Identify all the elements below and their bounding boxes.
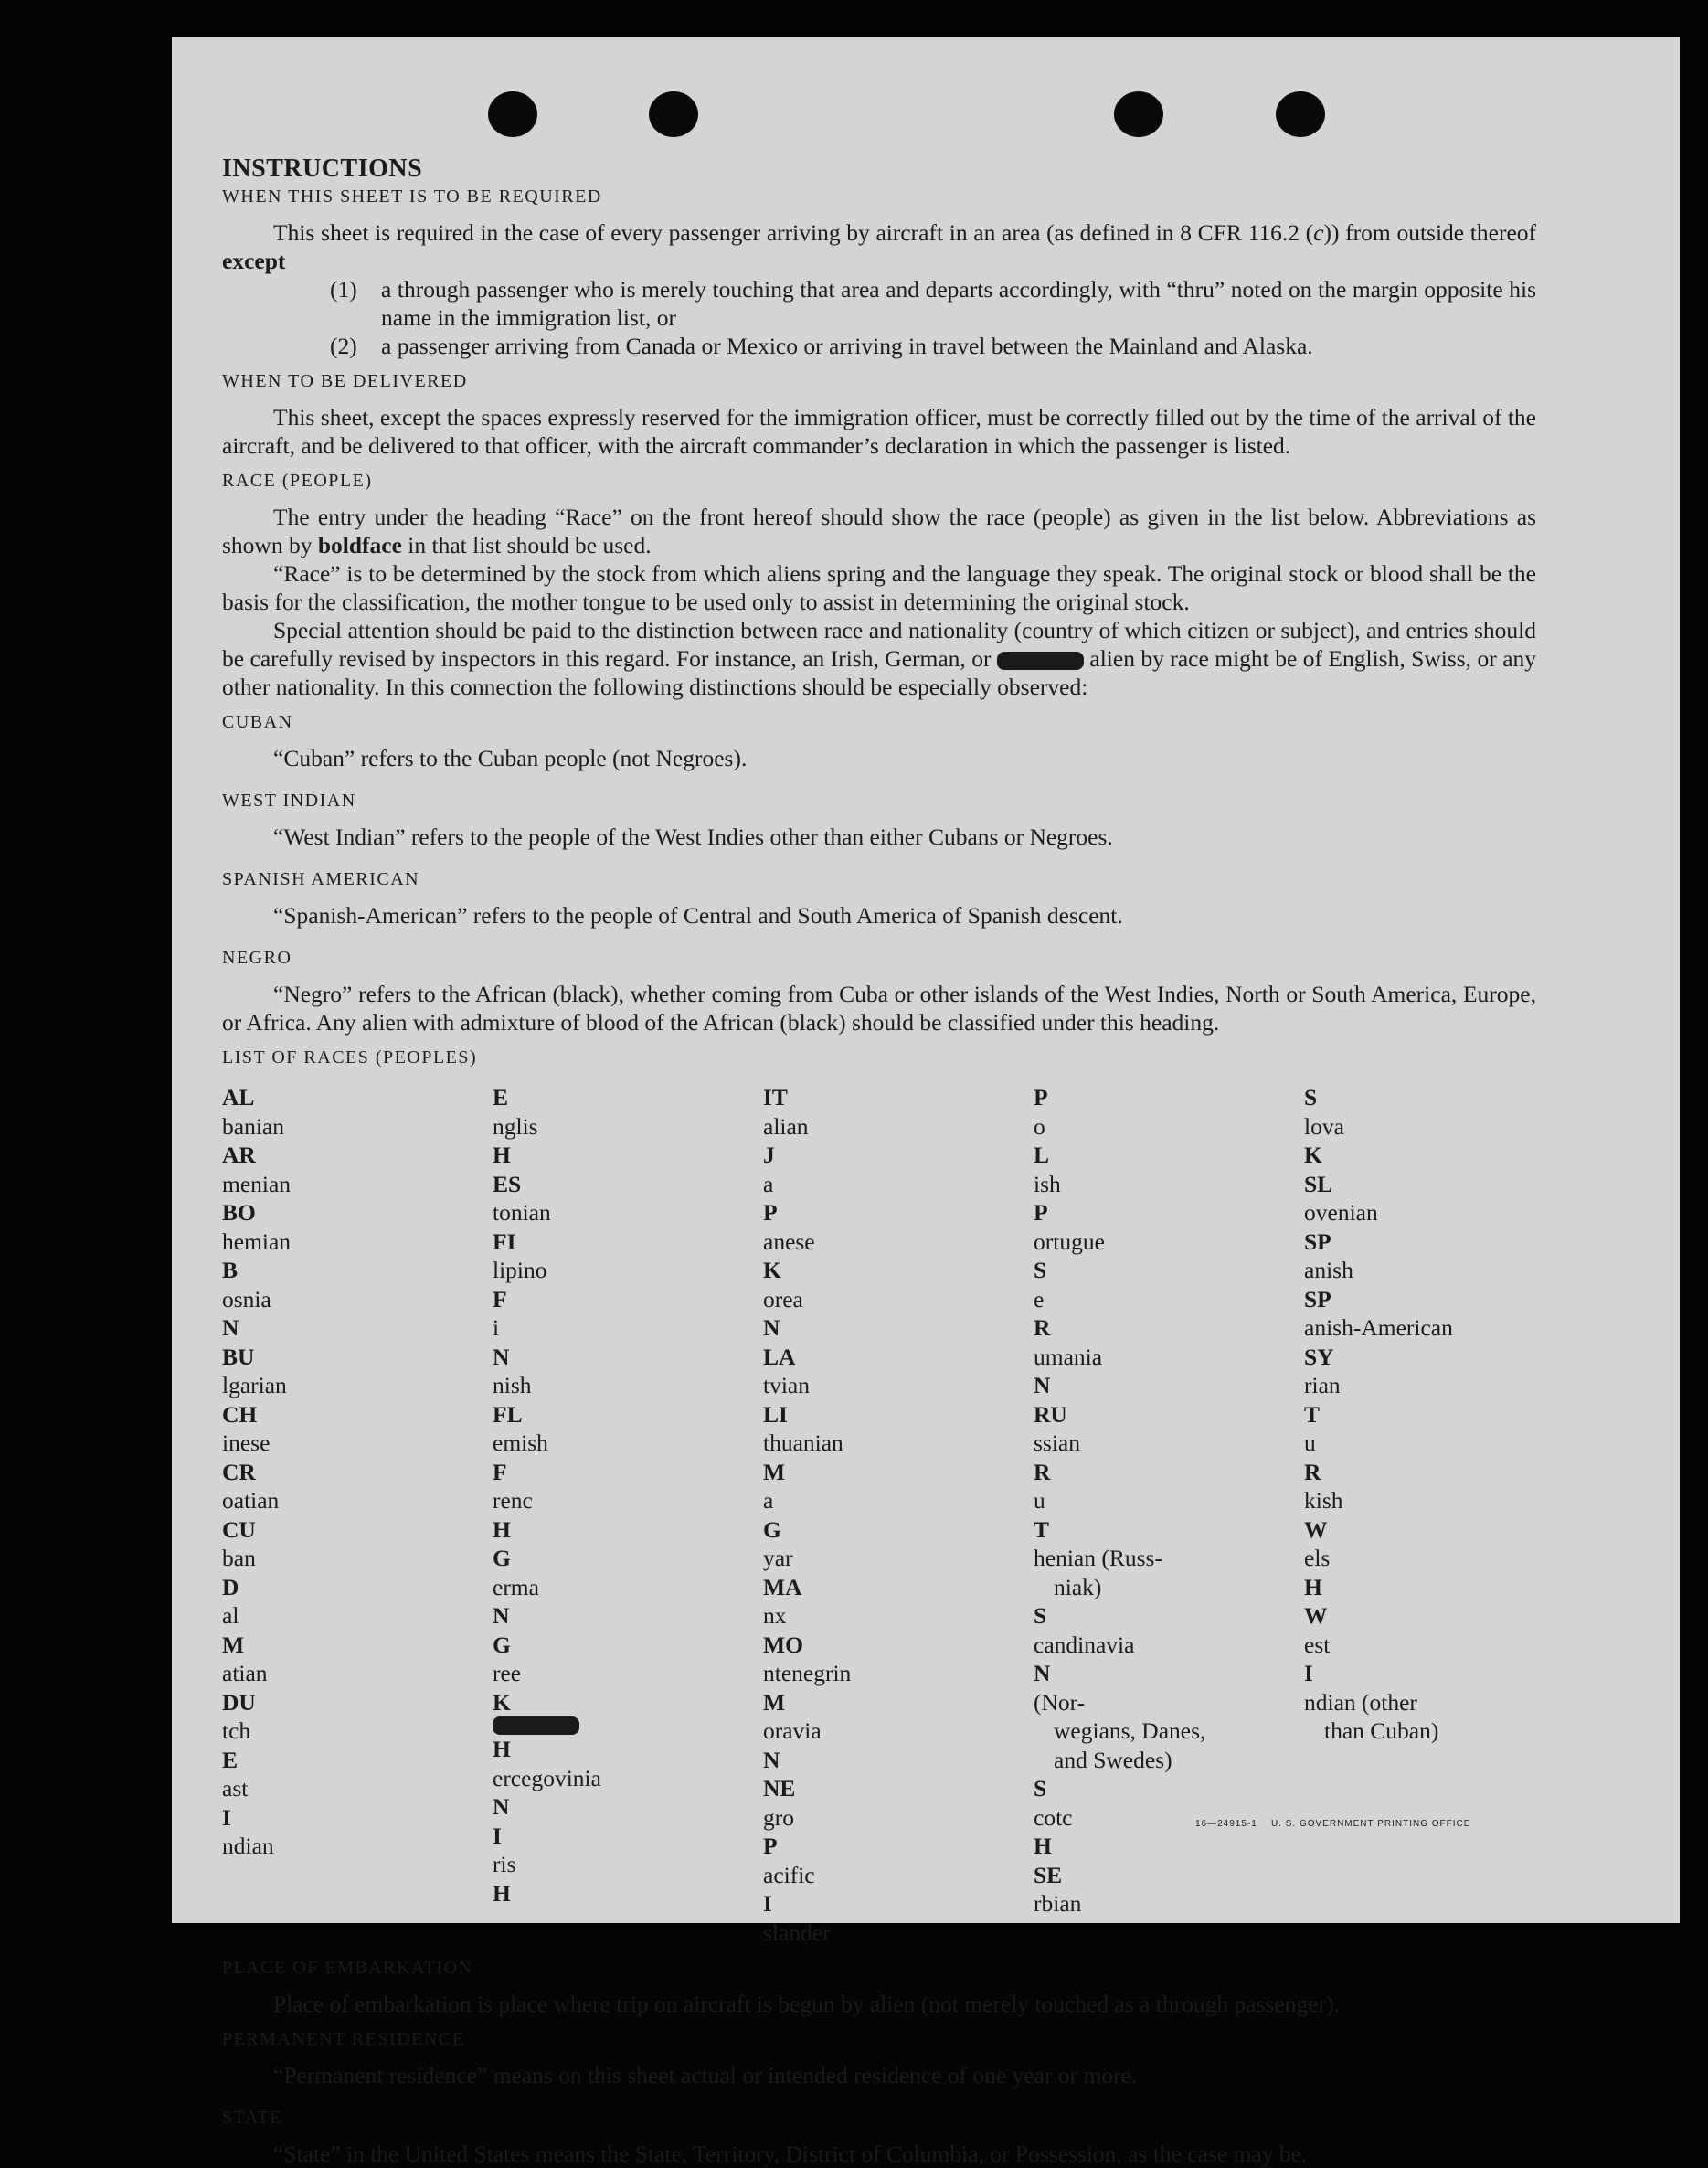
- race-entry-continued: and Swedes): [1054, 1746, 1172, 1773]
- race-entry: IT alian: [763, 1084, 809, 1140]
- race-entry: T u R kish: [1304, 1400, 1343, 1514]
- paragraph-spanish-american: “Spanish-American” refers to the people of Central and South America of Spanish descent.: [273, 902, 1123, 929]
- footer-imprint: [1195, 1819, 1470, 1829]
- race-entry: [493, 1716, 763, 1735]
- race-entry: E ast I ndian: [222, 1746, 274, 1859]
- paragraph-west-indian: “West Indian” refers to the people of the West Indies other than either Cubans or Negroes.: [273, 824, 1113, 850]
- paragraph-negro: “Negro” refers to the African (black), whether coming from Cuba or other islands of the West Indies, North or South America, Europe, or Africa. Any alien with admixture of blood of the African (black) should be classified under this heading.: [222, 981, 1536, 1036]
- section-heading-negro: NEGRO: [222, 948, 292, 968]
- instructions-body: [222, 154, 1536, 2168]
- race-entry: SE rbian: [1034, 1861, 1082, 1917]
- race-entry: AR menian: [222, 1142, 292, 1197]
- race-entry: W els H: [1304, 1515, 1331, 1600]
- section-heading-residence: PERMANENT RESIDENCE: [222, 2029, 465, 2049]
- paragraph-delivered: This sheet, except the spaces expressly reserved for the immigration officer, must be correctly filled out by the time of the arrival of the aircraft, and be delivered to that officer, with the aircraft commander’s declaration in which the passenger is listed.: [222, 404, 1536, 459]
- printing-office: U. S. GOVERNMENT PRINTING OFFICE: [1270, 1819, 1471, 1829]
- race-entry: LI thuanian: [763, 1400, 843, 1456]
- race-entry-continued: wegians, Danes,: [1054, 1717, 1206, 1744]
- form-number: 16—24915-1: [1195, 1819, 1257, 1829]
- punch-hole: [488, 91, 537, 137]
- paragraph-embarkation: Place of embarkation is place where trip on aircraft is begun by alien (not merely touched as a through passenger).: [273, 1991, 1340, 2017]
- race-entry: MO ntenegrin: [763, 1631, 852, 1686]
- race-entry: S lova K: [1304, 1084, 1344, 1168]
- punch-hole: [649, 91, 698, 137]
- race-entry: AL banian: [222, 1084, 284, 1140]
- race-entry: G erma N: [493, 1545, 539, 1629]
- race-entry: CU ban: [222, 1515, 256, 1571]
- section-heading-cuban: CUBAN: [222, 712, 293, 732]
- races-column: [763, 1083, 1034, 1947]
- section-heading-embarkation: PLACE OF EMBARKATION: [222, 1958, 473, 1978]
- race-entry: I ris H: [493, 1822, 516, 1907]
- paragraph-state: “State” in the United States means the State, Territory, District of Columbia, or Possession, as the case may be.: [273, 2141, 1308, 2167]
- race-entry: MA nx: [763, 1573, 802, 1629]
- race-entry: P ortugue S e: [1034, 1199, 1105, 1312]
- race-entry: M a G yar: [763, 1458, 793, 1571]
- race-entry: DU tch: [222, 1688, 256, 1744]
- race-entry: E nglis H: [493, 1084, 538, 1168]
- race-entry-continued: niak): [1054, 1573, 1102, 1600]
- section-heading-west-indian: WEST INDIAN: [222, 791, 356, 811]
- paragraph-residence: “Permanent residence” means on this sheet actual or intended residence of one year or more.: [273, 2062, 1138, 2088]
- list-item: (2) a passenger arriving from Canada or Mexico or arriving in travel between the Mainland and Alaska.: [330, 333, 1313, 359]
- punch-hole: [1114, 91, 1163, 137]
- races-column: [1304, 1083, 1575, 1947]
- list-item: (1) a through passenger who is merely touching that area and departs accordingly, with “thru” noted on the margin opposite his name in the immigration list, or: [330, 276, 1536, 331]
- race-entry: F i N nish: [493, 1285, 532, 1398]
- document-page: [172, 37, 1680, 2167]
- races-column: [1034, 1083, 1304, 1947]
- race-entry: W est I ndian (other: [1304, 1602, 1417, 1716]
- paragraph-race-1: The entry under the heading “Race” on the front hereof should show the race (people) as given in the list below. Abbreviations as shown by boldface in that list should be used.: [222, 504, 1536, 558]
- paragraph-race-2: “Race” is to be determined by the stock from which aliens spring and the language they speak. The original stock or blood shall be the basis for the classification, the mother tongue to be used only to assist in determining the original stock.: [222, 560, 1536, 615]
- race-entry: NE gro: [763, 1775, 796, 1831]
- race-entry: ES tonian: [493, 1170, 551, 1226]
- race-entry: CR oatian: [222, 1458, 280, 1514]
- race-entry: H ercegovinia N: [493, 1736, 601, 1820]
- section-heading-race: RACE (PEOPLE): [222, 471, 373, 491]
- redacted-smudge: [997, 652, 1084, 670]
- race-entry: G ree K: [493, 1631, 522, 1716]
- race-entry: LA tvian: [763, 1343, 810, 1398]
- race-entry: M oravia N: [763, 1688, 822, 1773]
- race-entry: J a P anese: [763, 1142, 815, 1255]
- race-entry: BO hemian: [222, 1199, 292, 1255]
- race-entry: S candinavia N (Nor-: [1034, 1602, 1135, 1716]
- section-heading-delivered: WHEN TO BE DELIVERED: [222, 371, 468, 391]
- race-entry: P acific I slander: [763, 1833, 831, 1946]
- race-entry: SL ovenian: [1304, 1170, 1378, 1226]
- punch-hole: [1276, 91, 1325, 137]
- race-entry: RU ssian: [1034, 1400, 1080, 1456]
- race-entry: SY rian: [1304, 1343, 1341, 1398]
- race-entry: F renc H: [493, 1458, 533, 1543]
- paragraph-race-3: Special attention should be paid to the distinction between race and nationality (country of which citizen or subject), and entries should be carefully revised by inspectors in this regard. For instance, an Irish, German, or alien by race might be of English, Swiss, or any other nationality. In this connection the following distinctions should be especially observed:: [222, 617, 1537, 700]
- race-entry: B osnia N: [222, 1257, 271, 1341]
- section-heading-spanish-american: SPANISH AMERICAN: [222, 869, 420, 889]
- paragraph-required: This sheet is required in the case of every passenger arriving by aircraft in an area (as defined in 8 CFR 116.2 (c)) from outside thereof except: [222, 219, 1536, 274]
- race-entry: D al M atian: [222, 1573, 268, 1686]
- section-heading-state: STATE: [222, 2108, 282, 2128]
- race-entry: S cotc H: [1034, 1775, 1073, 1859]
- section-heading-required: WHEN THIS SHEET IS TO BE REQUIRED: [222, 186, 602, 207]
- race-entry: R u T henian (Russ-: [1034, 1458, 1162, 1571]
- race-entry: K orea N: [763, 1257, 803, 1341]
- race-entry: FI lipino: [493, 1227, 547, 1283]
- race-entry: FL emish: [493, 1400, 548, 1456]
- race-entry: P o L ish: [1034, 1084, 1061, 1197]
- section-heading-races-list: LIST OF RACES (PEOPLES): [222, 1047, 478, 1068]
- races-list: [222, 1083, 1536, 1947]
- race-entry-continued: than Cuban): [1324, 1717, 1439, 1744]
- race-entry: SP anish-American: [1304, 1285, 1453, 1341]
- paragraph-cuban: “Cuban” refers to the Cuban people (not Negroes).: [273, 745, 748, 771]
- races-column: [493, 1083, 763, 1947]
- races-column: [222, 1083, 493, 1947]
- page-title: INSTRUCTIONS: [222, 154, 423, 183]
- race-entry: R umania N: [1034, 1314, 1103, 1398]
- race-entry: BU lgarian: [222, 1343, 287, 1398]
- race-entry: SP anish: [1304, 1227, 1353, 1283]
- race-entry: CH inese: [222, 1400, 271, 1456]
- redacted-smudge: [493, 1716, 579, 1735]
